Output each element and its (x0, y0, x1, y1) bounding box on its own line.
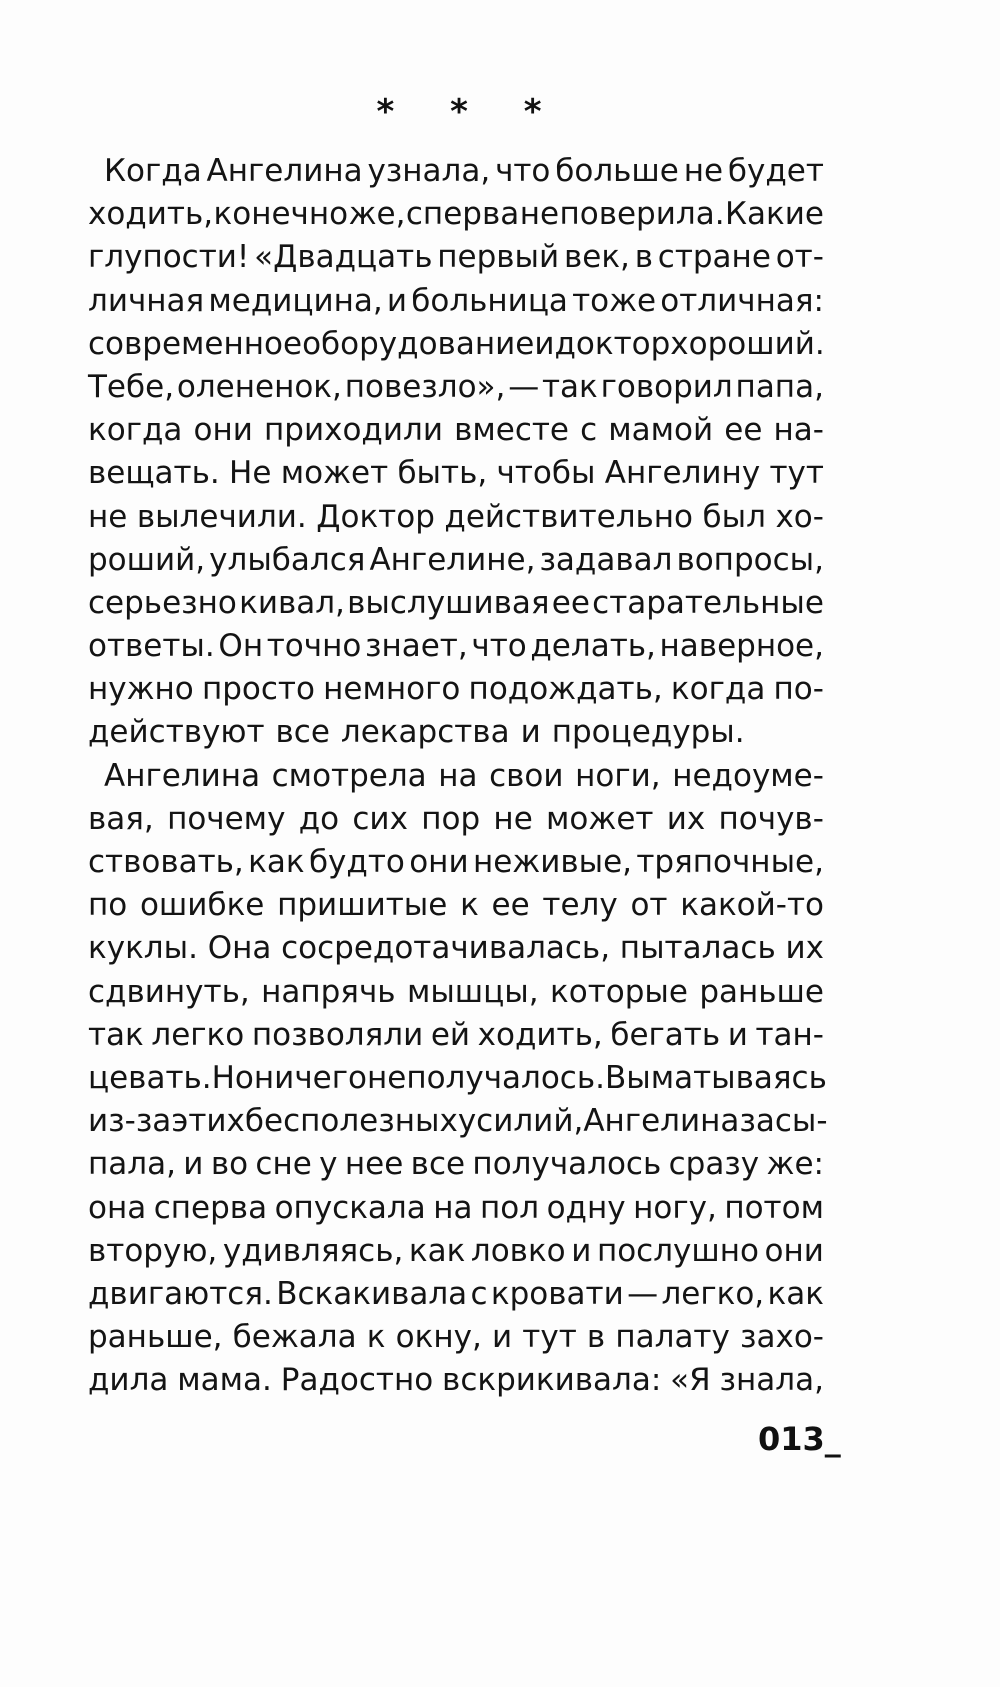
text-line: роший, улыбался Ангелине, задавал вопросы, (88, 541, 824, 578)
text-line: действуют все лекарства и процедуры. (88, 714, 745, 751)
text-line: куклы. Она сосредотачивалась, пыталась их (88, 930, 824, 967)
text-line: из-за этих бесполезных усилий, Ангелина засы- (88, 1103, 828, 1140)
paragraph (88, 150, 824, 755)
text-line: сдвинуть, напрячь мышцы, которые раньше (88, 973, 824, 1010)
text-line: личная медицина, и больница тоже отличная: (88, 282, 824, 319)
text-line: вещать. Не может быть, чтобы Ангелину тут (88, 455, 824, 492)
body-text (88, 150, 828, 1402)
text-line: вая, почему до сих пор не может их почув- (88, 800, 824, 837)
text-line: Ангелина смотрела на свои ноги, недоуме- (104, 757, 824, 794)
text-line: современное оборудование и доктор хороший. (88, 325, 825, 362)
text-line: Тебе, олененок, повезло», — так говорил папа, (88, 368, 824, 405)
text-line: не вылечили. Доктор действительно был хо- (88, 498, 824, 535)
text-line: когда они приходили вместе с мамой ее на- (88, 412, 824, 449)
text-line: двигаются. Вскакивала с кровати — легко, как (88, 1275, 824, 1312)
text-line: ствовать, как будто они неживые, тряпочные, (88, 844, 824, 880)
text-line: так легко позволяли ей ходить, бегать и тан- (88, 1016, 824, 1053)
text-line: она сперва опускала на пол одну ногу, потом (88, 1189, 824, 1226)
text-line: вторую, удивляясь, как ловко и послушно они (88, 1232, 824, 1269)
section-separator: * * * (376, 92, 564, 132)
text-line: раньше, бежала к окну, и тут в палату захо- (88, 1319, 824, 1356)
text-line: нужно просто немного подождать, когда по- (88, 671, 824, 708)
text-line: дила мама. Радостно вскрикивала: «Я знала, (88, 1362, 824, 1399)
page-number: 013_ (758, 1420, 841, 1458)
text-line: пала, и во сне у нее все получалось сразу же: (88, 1146, 824, 1183)
text-line: Когда Ангелина узнала, что больше не будет (104, 153, 824, 189)
text-line: глупости! «Двадцать первый век, в стране от- (88, 239, 824, 276)
text-line: по ошибке пришитые к ее телу от какой-то (88, 887, 824, 924)
text-line: ответы. Он точно знает, что делать, наверное, (88, 628, 824, 665)
text-line: цевать. Но ничего не получалось. Выматываясь (88, 1059, 827, 1096)
text-line: ходить, конечно же, сперва не поверила. Какие (88, 196, 824, 233)
text-line: серьезно кивал, выслушивая ее старательные (88, 584, 824, 621)
paragraph (88, 755, 828, 1403)
